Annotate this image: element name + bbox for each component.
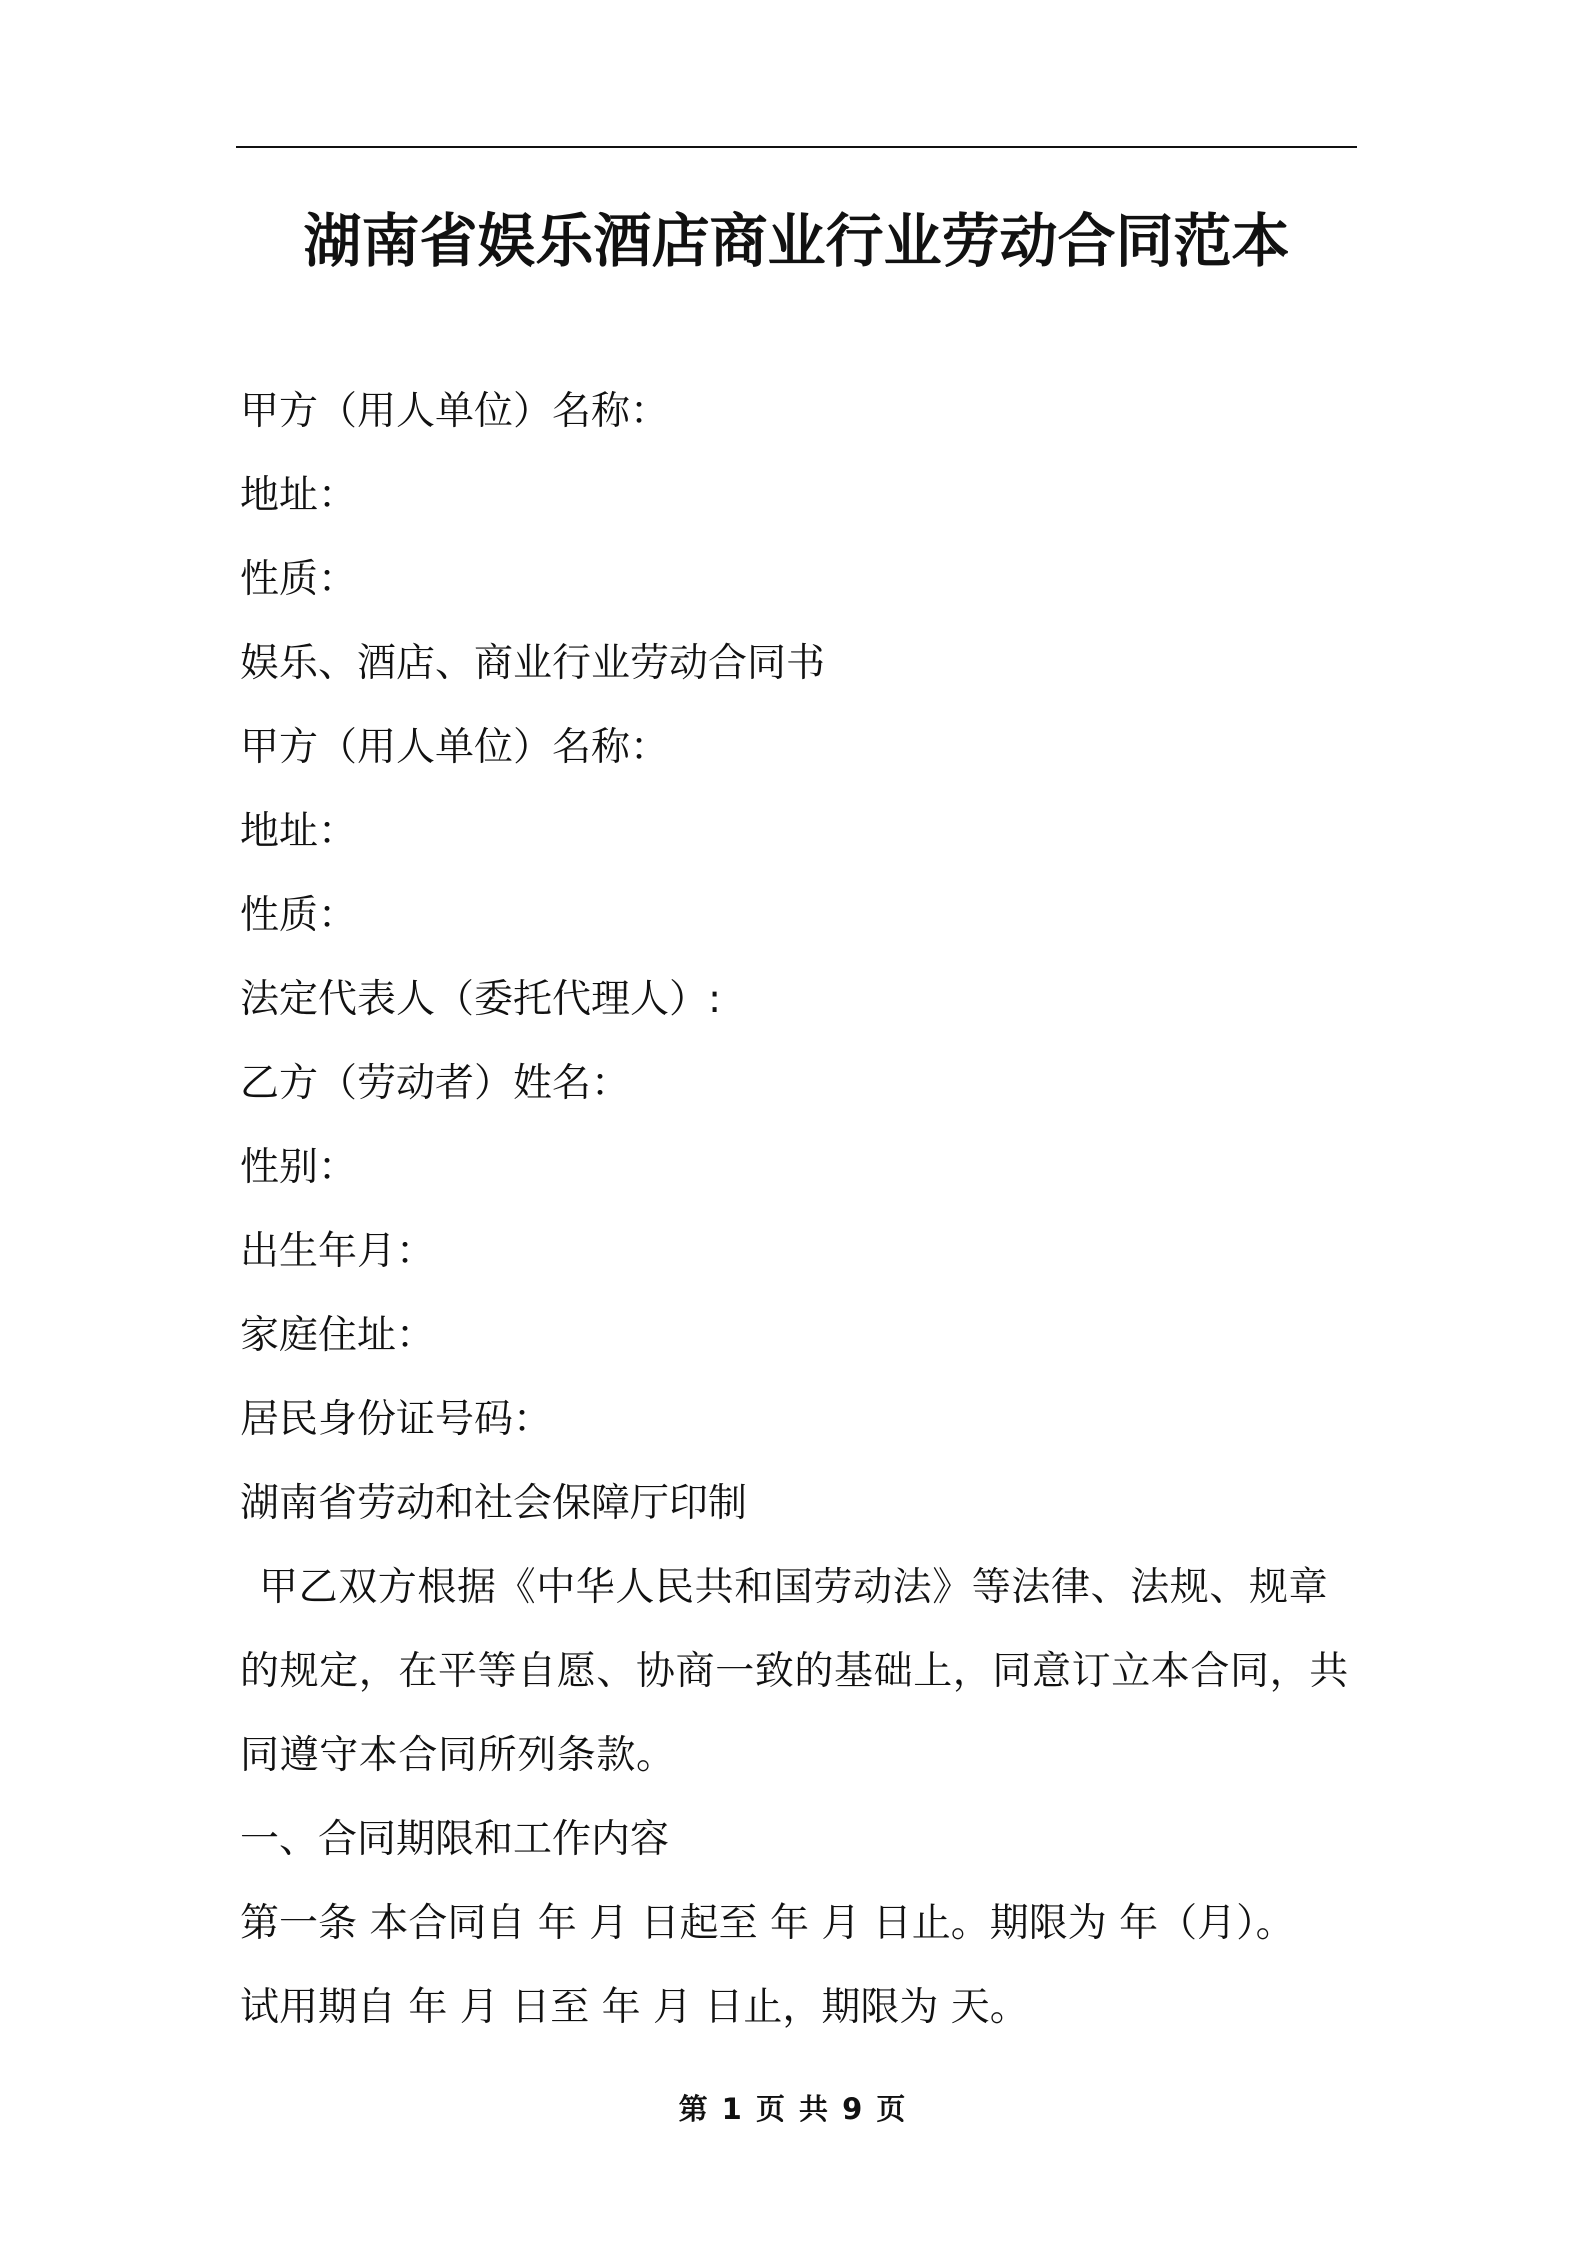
field-legal-representative: 法定代表人（委托代理人）: — [240, 977, 722, 1022]
document-body — [240, 370, 1357, 2050]
field-nature: 性质： — [240, 557, 358, 602]
field-party-a-name-2: 甲方（用人单位）名称： — [240, 725, 670, 770]
field-address: 地址： — [240, 473, 358, 518]
field-home-address: 家庭住址： — [240, 1313, 436, 1358]
field-party-b-name: 乙方（劳动者）姓名： — [240, 1061, 631, 1106]
preamble-paragraph: 甲乙双方根据《中华人民共和国劳动法》等法律、法规、规章的规定，在平等自愿、协商一致的基础上，同意订立本合同，共同遵守本合同所列条款。 — [240, 1565, 1349, 1778]
probation-period: 试用期自 年 月 日至 年 月 日止，期限为 天。 — [240, 1985, 1029, 2030]
issuer-line: 湖南省劳动和社会保障厅印制 — [240, 1481, 748, 1526]
field-nature-2: 性质： — [240, 893, 358, 938]
section-heading: 一、合同期限和工作内容 — [240, 1817, 670, 1862]
field-address-2: 地址： — [240, 809, 358, 854]
contract-book-title: 娱乐、酒店、商业行业劳动合同书 — [240, 641, 826, 686]
document-title: 湖南省娱乐酒店商业行业劳动合同范本 — [303, 207, 1290, 275]
article-1: 第一条 本合同自 年 月 日起至 年 月 日止。期限为 年（月）。 — [240, 1901, 1295, 1946]
field-birth-date: 出生年月： — [240, 1229, 436, 1274]
field-party-a-name: 甲方（用人单位）名称： — [240, 389, 670, 434]
field-gender: 性别： — [240, 1145, 358, 1190]
field-id-number: 居民身份证号码： — [240, 1397, 553, 1442]
page-number: 第 1 页 共 9 页 — [678, 2092, 908, 2126]
header-rule — [236, 146, 1357, 148]
